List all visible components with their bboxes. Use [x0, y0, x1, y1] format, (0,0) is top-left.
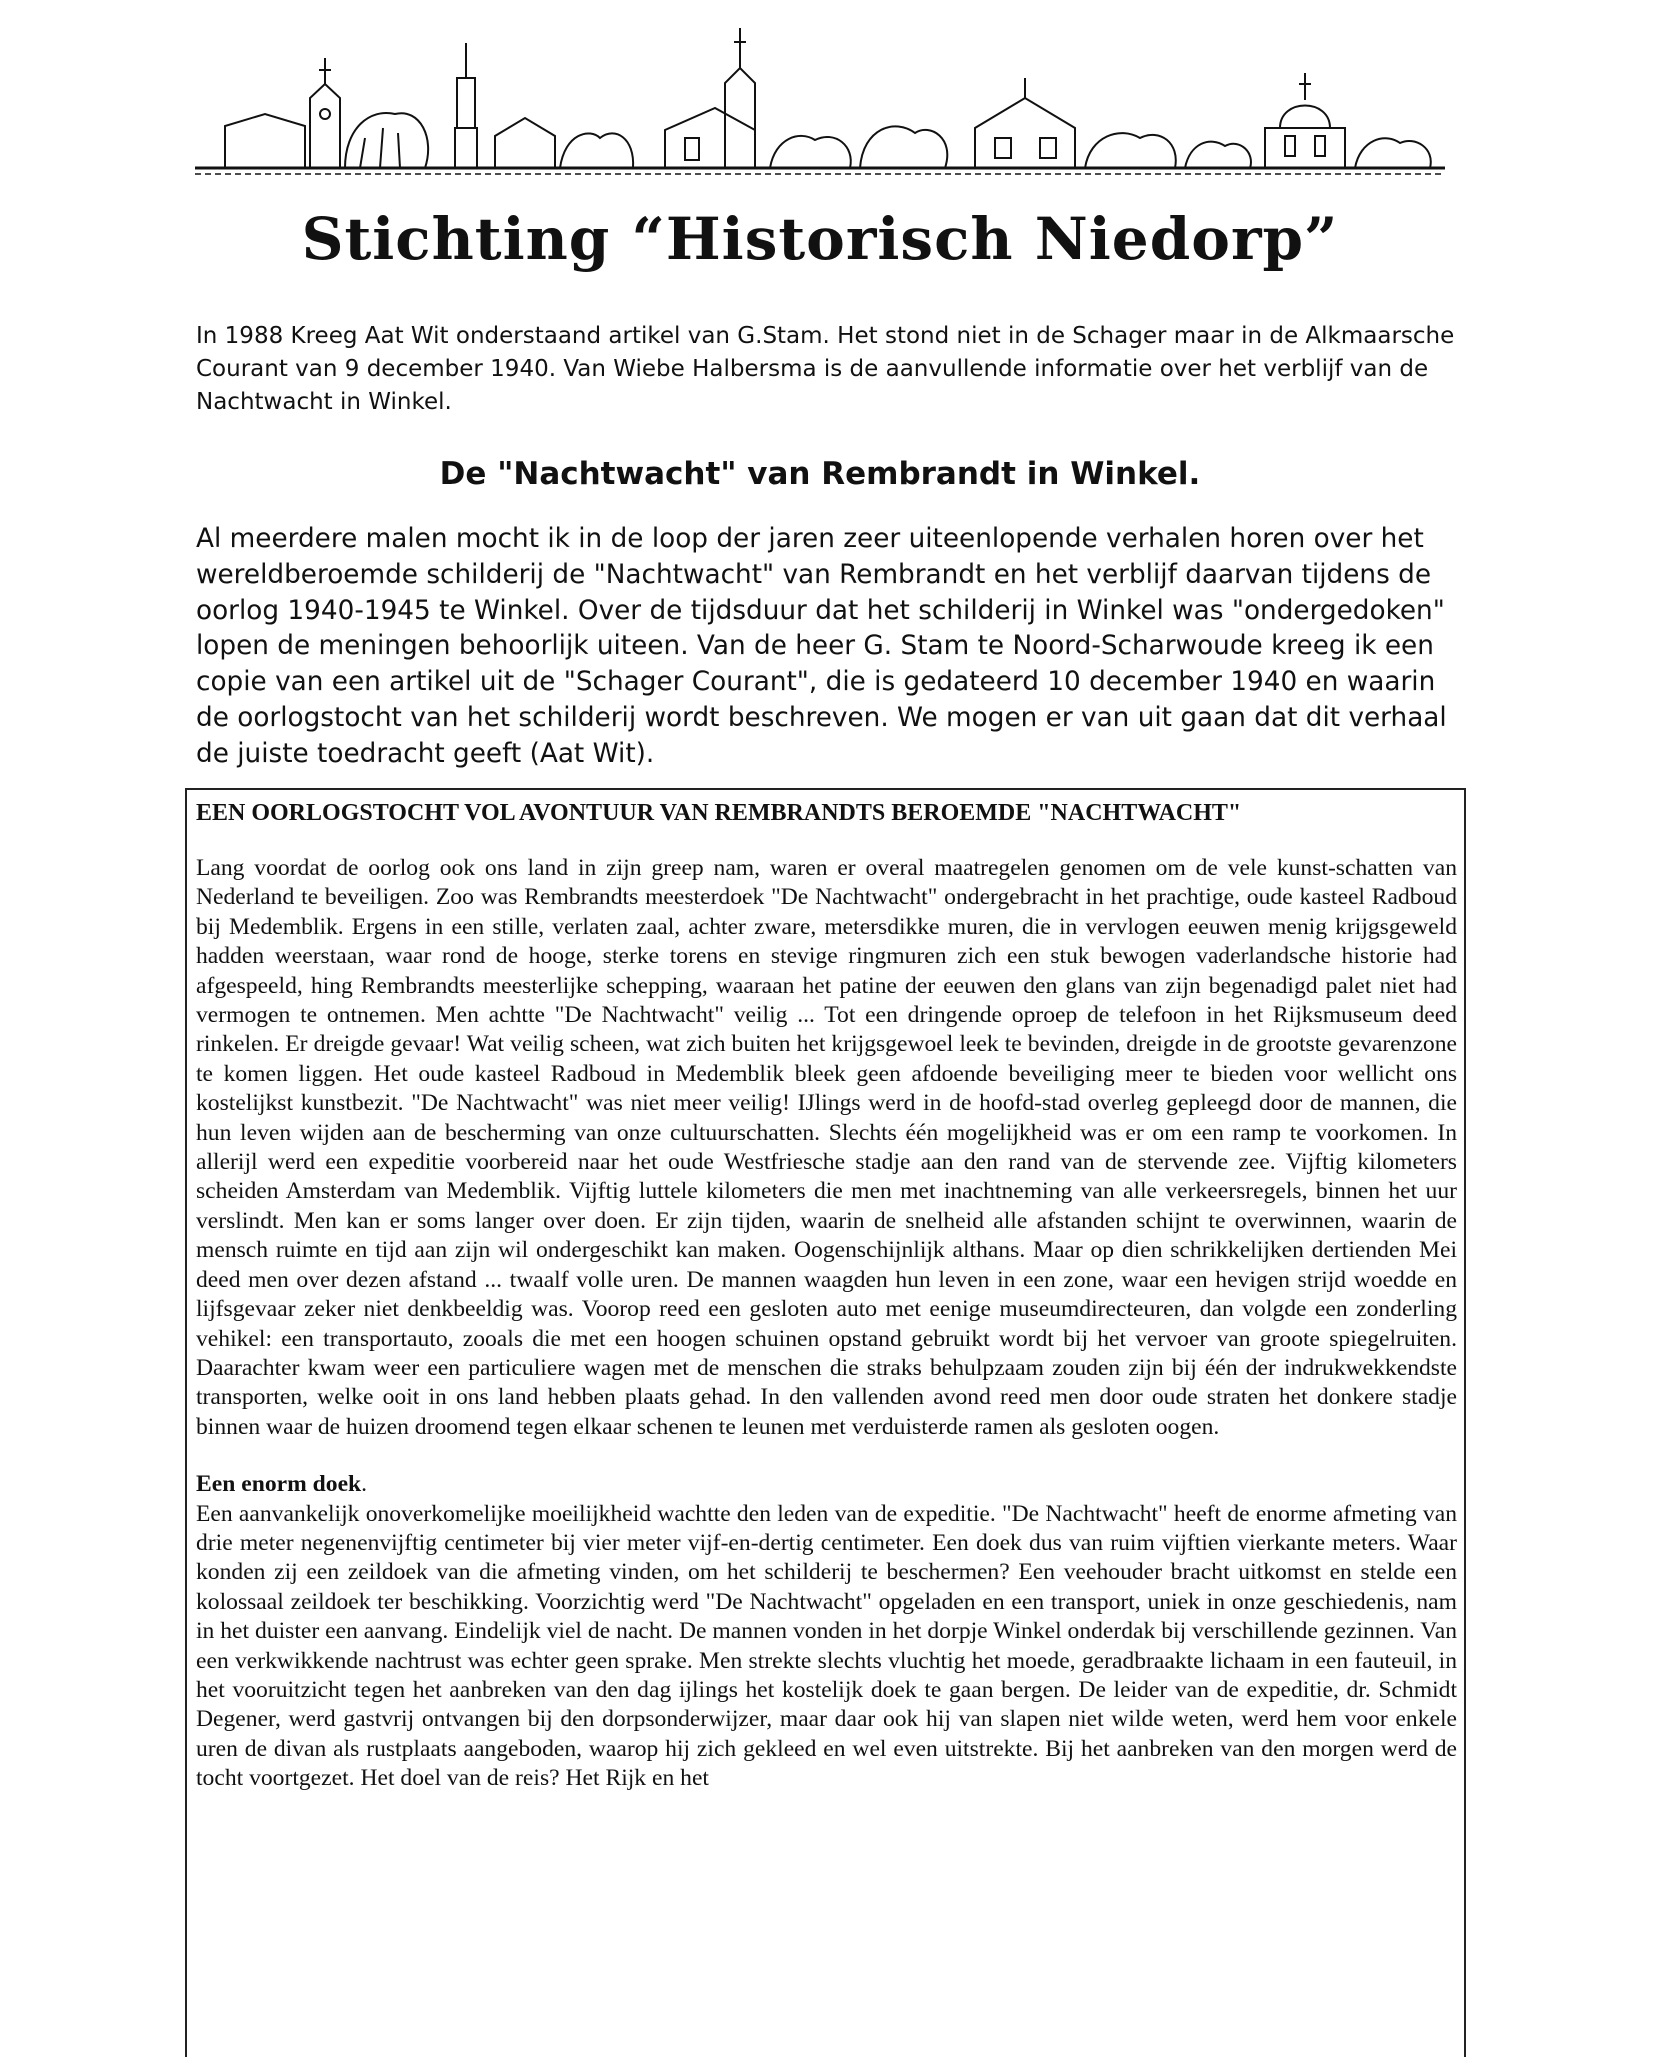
village-skyline-drawing — [195, 18, 1445, 190]
intro-paragraph: In 1988 Kreeg Aat Wit onderstaand artikel van G.Stam. Het stond niet in de Schager maar in de Alkmaarsche Courant van 9 december 1940. Van Wiebe Halbersma is de aanvullende informatie over het verblijf van de Nachtwacht in Winkel. — [196, 323, 1455, 415]
section-heading — [196, 1470, 1457, 1499]
newspaper-article-box — [185, 788, 1466, 2057]
lead-paragraph: Al meerdere malen mocht ik in de loop der jaren zeer uiteenlopende verhalen horen over het wereldberoemde schilderij de "Nachtwacht" van Rembrandt en het verblijf daarvan tijdens de oorlog 1940-1945 te Winkel. Over de tijdsduur dat het schilderij in Winkel was "ondergedoken" lopen de meningen behoorlijk uiteen. Van de heer G. Stam te Noord-Scharwoude kreeg ik een copie van een artikel uit de "Schager Courant", die is gedateerd 10 december 1940 en waarin de oorlogstocht van het schilderij wordt beschreven. We mogen er van uit gaan dat dit verhaal de juiste toedracht geeft (Aat Wit). — [196, 524, 1447, 769]
article-content — [196, 790, 1457, 1794]
society-title: Stichting “Historisch Niedorp” — [301, 205, 1339, 273]
section-heading-dot: . — [361, 1471, 368, 1498]
article-paragraph: Lang voordat de oorlog ook ons land in zijn greep nam, waren er overal maatregelen genomen om de vele kunst-schatten van Nederland te beveiligen. Zoo was Rembrandts meesterdoek "De Nachtwacht" ondergebracht in het prachtige, oude kasteel Radboud bij Medemblik. Ergens in een stille, verlaten zaal, achter zware, metersdikke muren, die in vervlogen eeuwen menig krijgsgeweld hadden weerstaan, waar rond de hooge, sterke torens en stevige ringmuren zich een stuk bewogen vaderlandsche historie had afgespeeld, hing Rembrandts meesterlijke schepping, waaraan het patine der eeuwen den glans van zijn begenadigd palet niet had vermogen te ontnemen. Men achtte "De Nachtwacht" veilig ... Tot een dringende oproep de telefoon in het Rijksmuseum deed rinkelen. Er dreigde gevaar! Wat veilig scheen, wat zich buiten het krijgsgewoel leek te bevinden, dreigde in de grootste gevarenzone te komen liggen. Het oude kasteel Radboud in Medemblik bleek geen afdoende beveiliging meer te bieden voor wellicht ons kostelijkst kunstbezit. "De Nachtwacht" was niet meer veilig! IJlings werd in de hoofd-stad overleg gepleegd door de mannen, die hun leven wijden aan de bescherming van onze cultuurschatten. Slechts één mogelijkheid was er om een ramp te voorkomen. In allerijl werd een expeditie voorbereid naar het oude Westfriesche stadje aan den rand van de stervende zee. Vijftig kilometers scheiden Amsterdam van Medemblik. Vijftig luttele kilometers die men met inachtneming van alle verkeersregels, binnen het uur verslindt. Men kan er soms langer over doen. Er zijn tijden, waarin de snelheid alle afstanden schijnt te overwinnen, waarin de mensch ruimte en tijd aan zijn wil ondergeschikt kan maken. Oogenschijnlijk althans. Maar op dien schrikkelijken dertienden Mei deed men over dezen afstand ... twaalf volle uren. De mannen waagden hun leven in een zone, waar een hevigen strijd woedde en lijfsgevaar zeker niet denkbeeldig was. Voorop reed een gesloten auto met eenige museumdirecteuren, dan volgde een zonderling vehikel: een transportauto, zooals die met een hoogen schuinen opstand gebruikt wordt bij het vervoer van groote spiegelruiten. Daarachter kwam weer een particuliere wagen met de menschen die straks behulpzaam zouden zijn bij één der indrukwekkendste transporten, welke ooit in ons land hebben plaats gehad. In den vallenden avond reed men door oude straten het donkere stadje binnen waar de huizen droomend tegen elkaar schenen te leunen met verduisterde ramen als gesloten oogen. — [196, 855, 1457, 1440]
section-heading-text: Een enorm doek — [196, 1471, 362, 1498]
article-title: EEN OORLOGSTOCHT VOL AVONTUUR VAN REMBRANDTS BEROEMDE "NACHTWACHT" — [196, 800, 1242, 826]
article-headline: De "Nachtwacht" van Rembrandt in Winkel. — [439, 456, 1201, 492]
article-paragraph: Een aanvankelijk onoverkomelijke moeilijkheid wachtte den leden van de expeditie. "De Nachtwacht" heeft de enorme afmeting van drie meter negenenvijftig centimeter bij vier meter vijf-en-dertig centimeter. Een doek dus van ruim vijftien vierkante meters. Waar konden zij een zeildoek van die afmeting vinden, om het schilderij te beschermen? Een veehouder bracht uitkomst en stelde een kolossaal zeildoek ter beschikking. Voorzichtig werd "De Nachtwacht" opgeladen en een transport, uniek in onze geschiedenis, nam in het duister een aanvang. Eindelijk viel de nacht. De mannen vonden in het dorpje Winkel onderdak bij verschillende gezinnen. Van een verkwikkende nachtrust was echter geen sprake. Men strekte slechts vluchtig het moede, geradbraakte lichaam in een fauteuil, in het vooruitzicht tegen het aanbreken van den dag ijlings het kostelijk doek te gaan bergen. De leider van de expeditie, dr. Schmidt Degener, werd gastvrij ontvangen bij den dorpsonderwijzer, maar daar ook hij van slapen niet wilde weten, werd hem voor enkele uren de divan als rustplaats aangeboden, waarop hij zich gekleed en wel even uitstrekte. Bij het aanbreken van den morgen werd de tocht voortgezet. Het doel van de reis? Het Rijk en het — [196, 1500, 1457, 1792]
village-silhouette-banner — [195, 18, 1445, 190]
